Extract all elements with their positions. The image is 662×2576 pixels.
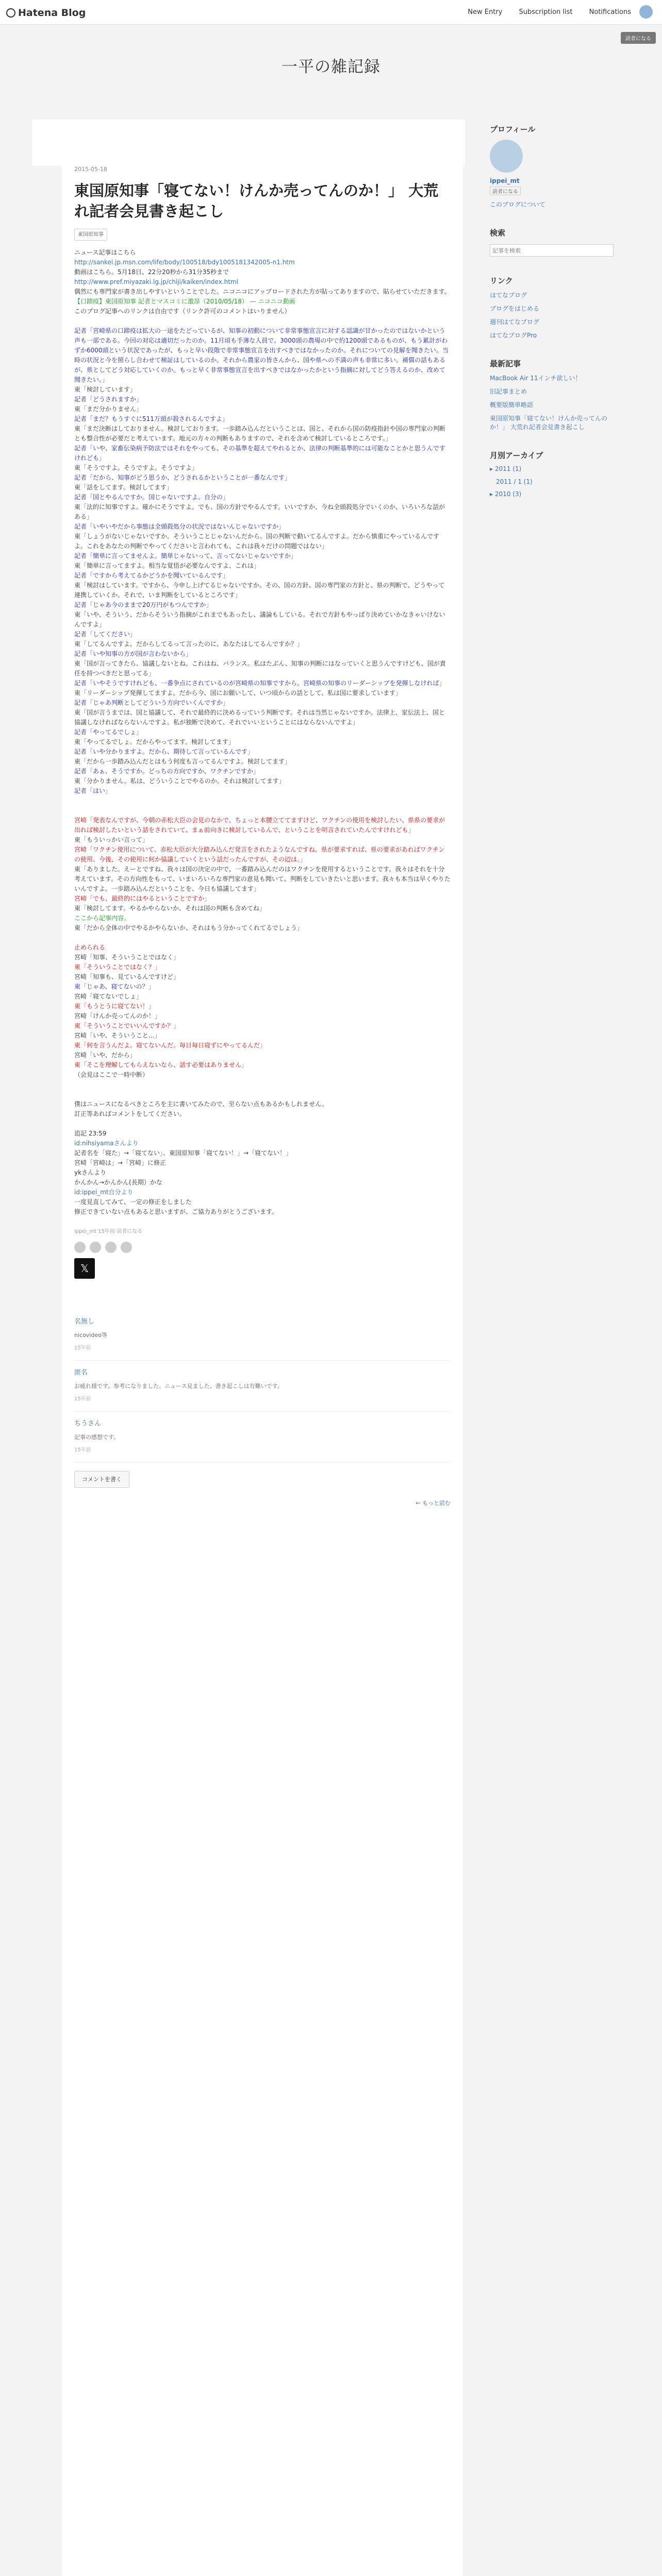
dialogue-line: 記者「いや分かりますよ。だから、期待して言っているんです」 (74, 748, 254, 755)
global-nav (453, 8, 631, 16)
dialogue-line: 東「国が言うまでは、国と協議して、それで最終的に決めるっていう判断です。それは当然じゃないですか。法律上、家伝法上、国と協議しなければならないんですよ。私が独断で決めて、それでいいということにはならないんですよ」 (74, 709, 445, 726)
archive-heading: 月別アーカイブ (490, 451, 543, 460)
user-avatar[interactable] (639, 5, 653, 19)
source-link[interactable]: http://www.pref.miyazaki.lg.jp/chiji/kaiken/index.html (74, 278, 238, 285)
addendum-line[interactable]: id:nihsiyamaさんより (74, 1140, 139, 1147)
dialogue-line: 記者「まだ？もうすぐに511万頭が殺されるんですよ」 (74, 415, 228, 422)
dialogue-line: 東「話をしてます。検討してます」 (74, 484, 173, 491)
intro-line: 動画はこちら。5月18日、22分20秒から31分35秒まで (74, 268, 229, 276)
outro-line: 僕はニュースになるべきところを主に書いてみたので、至らない点もあるかもしれません。 (74, 1100, 328, 1108)
article-body (74, 248, 451, 1217)
share-line-icon[interactable] (105, 1242, 117, 1253)
recent-entries-module (490, 358, 614, 431)
dialogue-section-3 (74, 943, 451, 1080)
dialogue-line: 東「簡単に言ってますよ。相当な覚悟が必要なんですよ、これは」 (74, 562, 260, 569)
intro-line: ニュース記事はこちら (74, 249, 136, 256)
write-comment-button[interactable]: コメントを書く (74, 1471, 129, 1488)
dialogue-line: 宮崎「寝てないでしょ」 (74, 993, 143, 1000)
dialogue-line: 記者「国とやるんですか。国じゃないですよ。自分の」 (74, 494, 229, 501)
dialogue-line: 東「やってるでしょ。だからやってます。検討してます」 (74, 738, 235, 745)
dialogue-line: （会見はここで一時中断） (74, 1071, 149, 1078)
dialogue-line: 記者「あぁ、そうですか。どっちの方向ですか、ワクチンですか」 (74, 768, 260, 775)
dialogue-line: 記者「いや知事の方が国が言わないから」 (74, 650, 192, 657)
sidebar-links-item[interactable]: 週刊はてなブログ (490, 318, 540, 326)
share-hatena-icon[interactable] (74, 1242, 86, 1253)
links-module (490, 275, 614, 340)
addendum-line: 一度見直してみて、一定の修正をしました (74, 1198, 192, 1206)
dialogue-line: 東「しょうがないじゃないですか。そういうことじゃないんだから。国の判断で動いてるんですよ。だから慎重にやっているんですよ。これをあなたの判断でやってくださいと言われても、これは我々だけの問題ではない」 (74, 533, 440, 550)
sidebar-archive-item[interactable]: 2011 / 1 (1) (490, 478, 533, 485)
sidebar-recent-item[interactable]: 概要版簡単略語 (490, 401, 534, 409)
comments-section (74, 1310, 451, 1508)
dialogue-line: 記者「いやいやだから事態は全頭殺処分の状況ではないんじゃないですか」 (74, 523, 285, 530)
comment-date[interactable]: 15年前 (74, 1447, 91, 1453)
dialogue-line: 記者「やってるでしょ」 (74, 728, 142, 736)
dialogue-section-1 (74, 326, 451, 796)
sidebar-recent-item[interactable]: MacBook Air 11インチ欲しい！ (490, 375, 582, 382)
dialogue-line: 記者「いやそうですけれども、一番争点にされているのが宮崎県の知事ですから。宮崎県の知事のリーダーシップを発揮しなければ」 (74, 680, 445, 687)
intro-line: 偶然にも専門家が書き出しやすいということでした。ニコニコにアップロードされた方が貼ってありますので、貼らせていただきます。 (74, 288, 451, 295)
article-meta: ippei_mt 15年前 読者になる (74, 1229, 143, 1234)
dialogue-line: 記者「簡単に言ってませんよ。簡単じゃないって、言ってないじゃないですか」 (74, 552, 297, 560)
dialogue-line: 宮崎「いや、だから」 (74, 1052, 136, 1059)
global-header (0, 0, 662, 25)
dialogue-line: 記者「じゃあ今のままで20万円がもつんですか」 (74, 601, 212, 608)
more-link[interactable]: ← もっと読む (416, 1500, 451, 1506)
addendum-line: 記者名を「寝た」→「寝てない」、東国原知事「寝てない！」→「寝てない！」 (74, 1149, 292, 1157)
dialogue-line: 記者「宮崎県の口蹄疫は拡大の一途をたどっているが、知事の初動について非常事態宣言に対する認識が甘かったのではないかという声も一部である。今回の対応は適切だったのか。11月頃も手薄な人員で。3000頭の農場の中で約1200頭であるものが、もう累計がわずか6000頭という状況であったが、もっと早い段階で非常事態宣言を出すべきではなかったのか。それについての見解を聞きたい。当時の状況と今を照らし合わせて検証はしているのか。それから農家の皆さんから、国や県への不満の声も非常に多い。補償の話もあるが、県としてどう対応していくのか。もっと早く非常事態宣言を出すべきではなかったかという指摘に対してどう答えるのか、改めて聞きたい。」 (74, 327, 449, 383)
profile-module (490, 124, 614, 209)
comment-body: nicovideo等 (74, 1332, 107, 1338)
comment-item (74, 1310, 451, 1361)
sidebar-recent-item[interactable]: 旧記事まとめ (490, 388, 527, 395)
intro-line: このブログ記事へのリンクは自由です（リンク許可のコメントはいりません） (74, 308, 291, 315)
addendum-line[interactable]: id:ippei_mt自分より (74, 1189, 134, 1196)
comment-date[interactable]: 15年前 (74, 1396, 91, 1402)
dialogue-line: 東「何を言うんだよ。寝てないんだ。毎日毎日寝ずにやってるんだ」 (74, 1042, 267, 1049)
dialogue-line: 宮崎「いや、そういうこと...」 (74, 1032, 161, 1039)
sidebar-archive-item[interactable]: ▸ 2010 (3) (490, 490, 522, 498)
dialogue-line: 東「まだ分かりません」 (74, 405, 143, 413)
comment-author[interactable]: 名無し (74, 1318, 95, 1326)
dialogue-line: ここから記事内容。 (74, 914, 130, 922)
category-tag[interactable]: 東国原知事 (74, 229, 107, 241)
dialogue-line: 東「まだ決断はしておりません。検討しております。一歩踏み込んだということは、国と、それから国の防疫指針や国の専門家の判断とも整合性が必要だと考えています。地元の方々の判断もありますので、それを含めて検討しているところです。」 (74, 425, 445, 442)
sidebar-archive-item[interactable]: ▸ 2011 (1) (490, 465, 522, 472)
source-link[interactable]: http://sankei.jp.msn.com/life/body/100518/bdy1005181342005-n1.htm (74, 259, 295, 266)
dialogue-line: 記者「いや、家畜伝染病予防法ではそれをやっても、その基準を超えてやれるとか、法律の判断基準的には可能なことかと思うんですけれども」 (74, 445, 445, 462)
comment-date[interactable]: 15年前 (74, 1345, 91, 1351)
dialogue-line: 東「そういうことでいいんですか？」 (74, 1022, 180, 1029)
dialogue-line: 記者「だから、知事がどう思うか、どうされるかということが一番なんです」 (74, 474, 291, 481)
dialogue-line: 記者「はい」 (74, 787, 112, 794)
comment-author[interactable]: 匿名 (74, 1369, 88, 1377)
logo-text: Hatena Blog (18, 7, 86, 19)
dialogue-line: 東「もうとうに寝てない！」 (74, 1003, 155, 1010)
dialogue-line: 東「検討してます。やるかやらないか、それは国の判断も含めてね」 (74, 905, 266, 912)
notifications-link[interactable]: Notifications (589, 8, 631, 16)
addendum-line: 修正できていない点もあると思いますが、ご協力ありがとうございます。 (74, 1208, 278, 1215)
dialogue-line: 東「もういっかい言って」 (74, 836, 149, 843)
dialogue-line: 宮崎「発表なんですが、今朝の赤松大臣の会見のなかで、ちょっと本腰立ててますけど、ワクチンの使用を検討したい、県県の要求が出れば検討したいという話をされていて、まぁ前向きに検討しているんで、ということを明言されていたんですけれども」 (74, 817, 445, 834)
dialogue-line: 東「そこを理解してもらえないなら、話す必要はありません」 (74, 1061, 248, 1069)
comment-item (74, 1412, 451, 1463)
dialogue-line: 東「検討しています」 (74, 386, 137, 393)
sidebar-links-item[interactable]: はてなブログ (490, 292, 527, 299)
addendum-line: 宮崎「宮崎は」→「宮崎」に修正 (74, 1159, 167, 1166)
recent-heading: 最新記事 (490, 359, 521, 368)
comment-body: お疲れ様です。参考になりました。ニュース見ました。書き起こしは有難いです。 (74, 1383, 283, 1389)
dialogue-line: 止められる (74, 944, 106, 951)
dialogue-line: 東「そういうことではなく？」 (74, 963, 161, 971)
dialogue-line: 記者「してください」 (74, 631, 137, 638)
dialogue-line: 東「検討はしています。ですから、今申し上げてるじゃないですか。その、国の方針、国の専門家の方針と、県の判断で、どうやって連携していくか。それで、いま判断をしているところです」 (74, 582, 445, 599)
profile-heading: プロフィール (490, 125, 536, 134)
dialogue-line: 東「いや、そういう、だからそういう指摘がこれまでもあったし、議論もしている。それで方針もやっぱり決めていかなきゃいけないんですよ」 (74, 611, 445, 628)
dialogue-line: 宮崎「でも、最終的にはやるということですか」 (74, 895, 211, 902)
new-entry-link[interactable]: New Entry (468, 8, 503, 16)
dialogue-line: 宮崎「ワクチン使用について、赤松大臣が大分踏み込んだ発言をされたようなんですね。県が要求すれば、県の要求があればワクチンの使用、今後、その使用に何か協議していくという話だったんですが、その辺は。」 (74, 846, 445, 863)
dialogue-line: 東「してるんですよ。だからしてるって言ったのに、あなたはしてるんですか？」 (74, 640, 304, 648)
comment-body: 記事の感想です。 (74, 1434, 120, 1440)
search-input[interactable] (490, 244, 614, 257)
dialogue-line: 東「国が言ってきたら、協議しないとね。これはね、バランス。私はたぶん、知事の判断にはなっていくと思うんですけども、国が責任を持つべきだと思ってる」 (74, 660, 446, 677)
dialogue-section-2 (74, 816, 451, 933)
search-module (490, 227, 614, 257)
hatena-blog-logo[interactable] (6, 7, 86, 19)
share-pocket-icon[interactable] (121, 1242, 132, 1253)
profile-subscribe-badge[interactable]: 読者になる (490, 187, 521, 195)
dialogue-line: 宮崎「けんか売ってんのか！」 (74, 1012, 161, 1020)
sidebar-links-item[interactable]: はてなブログPro (490, 332, 537, 339)
dialogue-line: 東「そうですよ。そうですよ。そうですよ」 (74, 464, 198, 471)
dialogue-line: 東「分かりません。私は、どういうことでやるのか。それは検討してます」 (74, 777, 285, 785)
dialogue-line: 宮崎「知事、そういうことではなく」 (74, 954, 180, 961)
sidebar (490, 124, 614, 516)
subscription-list-link[interactable]: Subscription list (519, 8, 573, 16)
search-heading: 検索 (490, 228, 506, 238)
dialogue-line: 記者「じゃあ判断としてどういう方向でいくんですか」 (74, 699, 229, 706)
outro-line: 訂正等あればコメントをしてください。 (74, 1110, 186, 1117)
addendum-line: かんかん→かんかん(長期）かな (74, 1179, 162, 1186)
sidebar-recent-item[interactable]: 東国原知事「寝てない！けんか売ってんのか！」 大荒れ記者会見書き起こし (490, 415, 608, 431)
source-link[interactable]: 【口蹄疫】東国原知事 記者とマスコミに激昂（2010/05/18） — ニコニコ動画 (74, 298, 295, 305)
article-title[interactable]: 東国原知事「寝てない！けんか売ってんのか！」 大荒れ記者会見書き起こし (74, 182, 439, 220)
about-blog-link[interactable]: このブログについて (490, 201, 545, 208)
dialogue-line: 東「リーダーシップ発揮してますよ。だから今、国にお願いして、いつ頃からの話として、私は国に要求しています」 (74, 689, 402, 697)
share-buttons (74, 1242, 451, 1253)
profile-avatar[interactable] (490, 140, 523, 173)
archive-module (490, 450, 614, 498)
dialogue-line: 記者「どうされますか」 (74, 396, 143, 403)
article-date[interactable]: 2015-05-18 (74, 166, 107, 173)
sidebar-links-item[interactable]: ブログをはじめる (490, 305, 540, 312)
dialogue-line: 宮崎「知事も、見ているんですけど」 (74, 973, 180, 980)
dialogue-line: 記者「ですから考えてるかどうかを聞いているんです」 (74, 572, 229, 579)
share-facebook-icon[interactable] (90, 1242, 101, 1253)
hatena-logo-icon (6, 8, 15, 18)
dialogue-line: 東「だから全体の中でやるかやらないか、それはもう分かってくれてるでしょう」 (74, 924, 303, 931)
subscribe-button[interactable]: 読者になる (621, 32, 656, 44)
comment-item (74, 1361, 451, 1412)
article (62, 152, 463, 2576)
x-share-icon[interactable]: 𝕏 (74, 1258, 95, 1279)
addendum-note (74, 1129, 451, 1217)
links-heading: リンク (490, 276, 513, 285)
dialogue-line: 東「じゃあ、寝てないの？」 (74, 983, 155, 990)
blog-title[interactable]: 一平の雑記録 (282, 58, 380, 76)
dialogue-line: 東「法的に知事ですよ。確かにそうですよ。でも、国の方針でやるんです。いいですか、今ね全頭殺処分でいくのか、いろいろな話がある」 (74, 503, 445, 520)
profile-name[interactable]: ippei_mt (490, 177, 520, 184)
comment-author[interactable]: ちうさん (74, 1420, 102, 1428)
addendum-line: ykさんより (74, 1169, 107, 1176)
article-intro (74, 248, 451, 316)
addendum-line: 追記 23:59 (74, 1130, 107, 1137)
dialogue-line: 東「ありました。えーとですね、我々は国の決定の中で、一番踏み込んだのはワクチンを使用するということです。我々はそれを十分考えています。その方向性をもって、いまいろいろな専門家の意見も聞いて、判断をしていきたいと思います。我々も本当は早くやりたいんですよ。一歩踏み込んだということを、今日も協議してます」 (74, 866, 451, 892)
dialogue-line: 東「だから一歩踏み込んだとはもう何度も言ってるんですよ。検討してます」 (74, 758, 291, 765)
article-outro (74, 1099, 451, 1119)
